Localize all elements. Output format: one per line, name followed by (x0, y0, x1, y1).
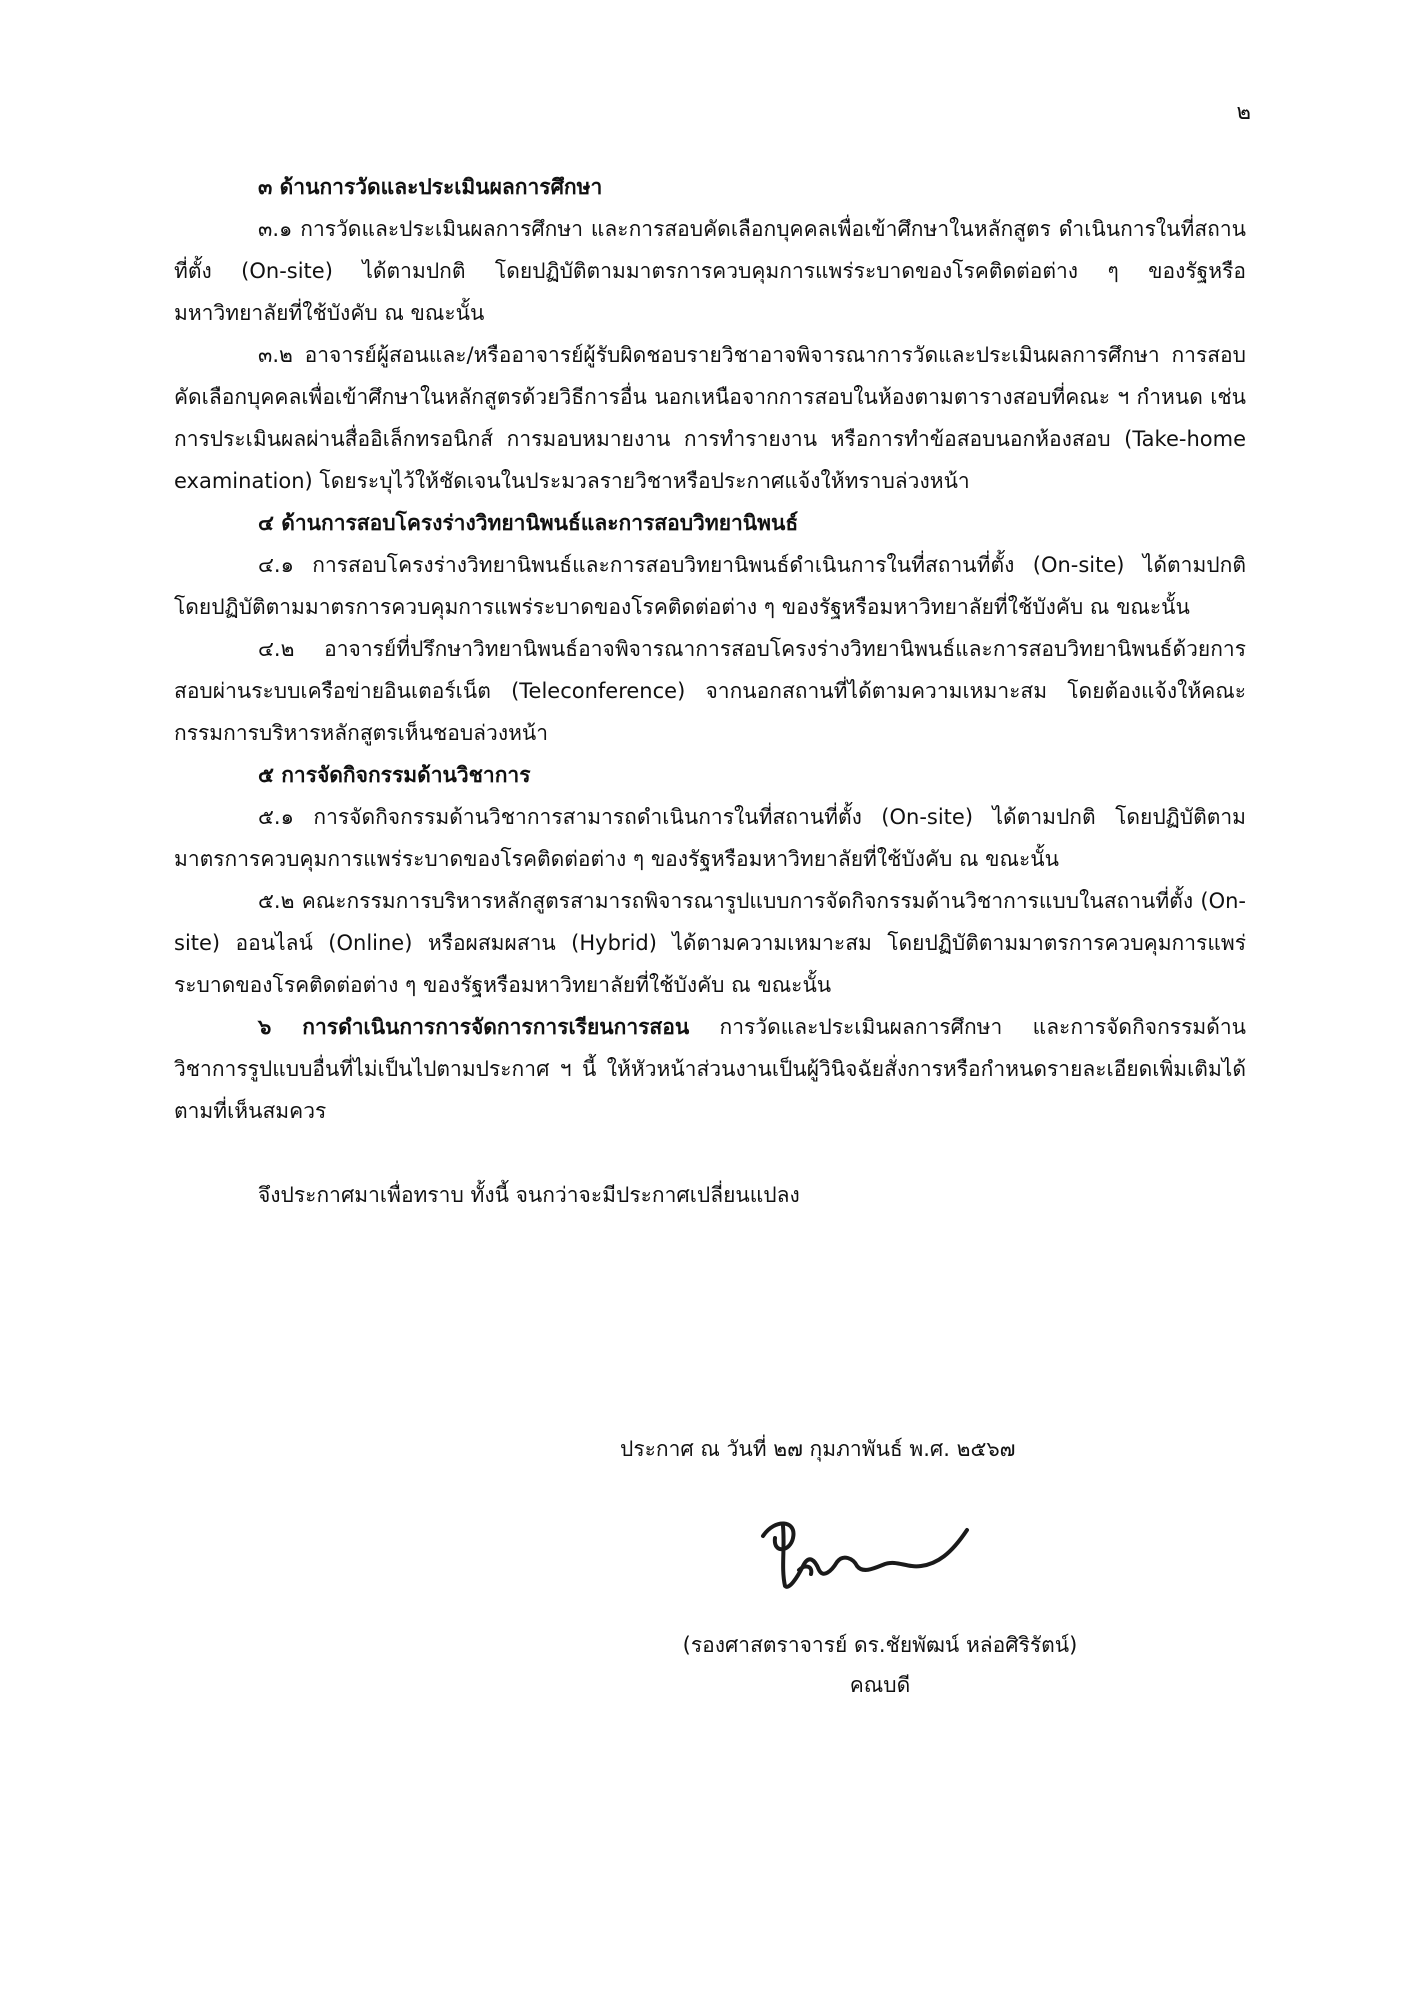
section-4-1-paragraph: ๔.๑ การสอบโครงร่างวิทยานิพนธ์และการสอบวิทยานิพนธ์ดำเนินการในที่สถานที่ตั้ง (On-site) ได้ตามปกติ โดยปฏิบัติตามมาตรการควบคุมการแพร่ระบาดของโรคติดต่อต่าง ๆ ของรัฐหรือมหาวิทยาลัยที่ใช้บังคับ ณ ขณะนั้น (174, 553, 1246, 619)
section-5-1-paragraph: ๕.๑ การจัดกิจกรรมด้านวิชาการสามารถดำเนินการในที่สถานที่ตั้ง (On-site) ได้ตามปกติ โดยปฏิบัติตามมาตรการควบคุมการแพร่ระบาดของโรคติดต่อต่าง ๆ ของรัฐหรือมหาวิทยาลัยที่ใช้บังคับ ณ ขณะนั้น (174, 805, 1246, 871)
signer-title: คณบดี (849, 1673, 911, 1697)
section-6-lead: ๖ การดำเนินการการจัดการการเรียนการสอน (258, 1015, 690, 1039)
section-5-2-paragraph: ๕.๒ คณะกรรมการบริหารหลักสูตรสามารถพิจารณารูปแบบการจัดกิจกรรมด้านวิชาการแบบในสถานที่ตั้ง (On-site) ออนไลน์ (Online) หรือผสมผสาน (Hybrid) ได้ตามความเหมาะสม โดยปฏิบัติตามมาตรการควบคุมการแพร่ระบาดของโรคติดต่อต่าง ๆ ของรัฐหรือมหาวิทยาลัยที่ใช้บังคับ ณ ขณะนั้น (174, 889, 1246, 997)
section-3-2-paragraph: ๓.๒ อาจารย์ผู้สอนและ/หรืออาจารย์ผู้รับผิดชอบรายวิชาอาจพิจารณาการวัดและประเมินผลการศึกษา การสอบคัดเลือกบุคคลเพื่อเข้าศึกษาในหลักสูตรด้วยวิธีการอื่น นอกเหนือจากการสอบในห้องตามตารางสอบที่คณะ ฯ กำหนด เช่น การประเมินผลผ่านสื่ออิเล็กทรอนิกส์ การมอบหมายงาน การทำรายงาน หรือการทำข้อสอบนอกห้องสอบ (Take-home examination) โดยระบุไว้ให้ชัดเจนในประมวลรายวิชาหรือประกาศแจ้งให้ทราบล่วงหน้า (174, 343, 1246, 493)
section-6-paragraph (174, 1006, 1246, 1132)
section-4-heading: ๔ ด้านการสอบโครงร่างวิทยานิพนธ์และการสอบวิทยานิพนธ์ (258, 511, 799, 535)
section-3-1-paragraph: ๓.๑ การวัดและประเมินผลการศึกษา และการสอบคัดเลือกบุคคลเพื่อเข้าศึกษาในหลักสูตร ดำเนินการในที่สถานที่ตั้ง (On-site) ได้ตามปกติ โดยปฏิบัติตามมาตรการควบคุมการแพร่ระบาดของโรคติดต่อต่าง ๆ ของรัฐหรือมหาวิทยาลัยที่ใช้บังคับ ณ ขณะนั้น (174, 217, 1246, 325)
section-5-heading: ๕ การจัดกิจกรรมด้านวิชาการ (258, 763, 531, 787)
announcement-date: ประกาศ ณ วันที่ ๒๗ กุมภาพันธ์ พ.ศ. ๒๕๖๗ (620, 1437, 1016, 1461)
closing-statement: จึงประกาศมาเพื่อทราบ ทั้งนี้ จนกว่าจะมีประกาศเปลี่ยนแปลง (258, 1183, 800, 1207)
handwritten-signature (745, 1508, 985, 1598)
document-body (174, 166, 1246, 1216)
signer-name: (รองศาสตราจารย์ ดร.ชัยพัฒน์ หล่อศิริรัตน์) (682, 1633, 1078, 1657)
page-number: ๒ (1236, 100, 1251, 125)
section-4-2-paragraph: ๔.๒ อาจารย์ที่ปรึกษาวิทยานิพนธ์อาจพิจารณาการสอบโครงร่างวิทยานิพนธ์และการสอบวิทยานิพนธ์ด้วยการสอบผ่านระบบเครือข่ายอินเตอร์เน็ต (Teleconference) จากนอกสถานที่ได้ตามความเหมาะสม โดยต้องแจ้งให้คณะกรรมการบริหารหลักสูตรเห็นชอบล่วงหน้า (174, 637, 1246, 745)
section-6-text: การวัดและประเมินผลการศึกษา และการจัดกิจกรรมด้านวิชาการรูปแบบอื่นที่ไม่เป็นไปตามประกาศ ฯ นี้ ให้หัวหน้าส่วนงานเป็นผู้วินิจฉัยสั่งการหรือกำหนดรายละเอียดเพิ่มเติมได้ตามที่เห็นสมควร (174, 1015, 1246, 1123)
section-3-heading: ๓ ด้านการวัดและประเมินผลการศึกษา (258, 175, 603, 199)
